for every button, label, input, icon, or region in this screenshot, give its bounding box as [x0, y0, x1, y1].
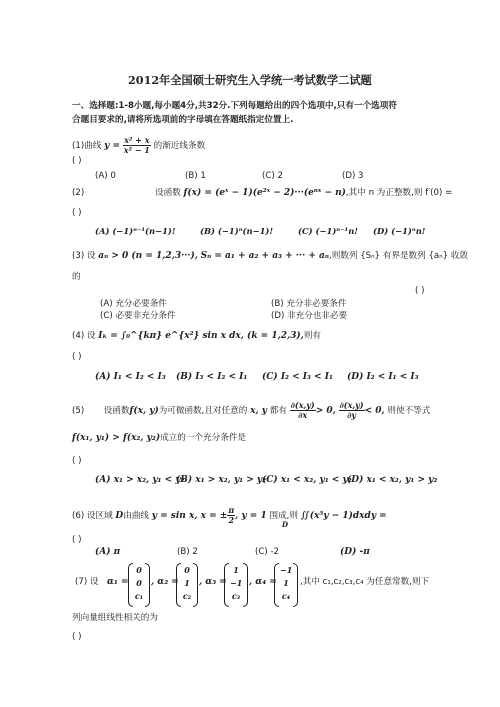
q2-suffix: ,其中 n 为正整数,则 f′(0) = — [345, 188, 453, 198]
q6-fraction-num: π — [228, 505, 235, 515]
q7-a2-row2: 1 — [184, 578, 190, 588]
q1-option-b: (B) 1 — [185, 171, 206, 181]
section-heading: 一、选择题:1-8小题,每小题4分,共32分.下列每题给出的四个选项中,只有一个选项符 — [72, 101, 397, 111]
left-bracket-icon — [176, 563, 181, 607]
q5-option-d — [347, 475, 437, 486]
q2-option-d: (D) (−1)ⁿn! — [373, 226, 426, 236]
q5-option-d-text: (D) x₁ < x₂, y₁ > y₂ — [347, 475, 438, 485]
q4-option-c — [262, 372, 333, 383]
q5-suffix: 则使不等式 — [387, 406, 431, 416]
q5-option-b — [176, 475, 266, 486]
q6-option-a — [95, 547, 120, 558]
q2-option-a: (A) (−1)ⁿ⁻¹(n−1)! — [95, 226, 176, 236]
q7-vector-alpha3 — [224, 563, 248, 605]
q4-option-d-text: (D) I₂ < I₁ < I₃ — [347, 372, 419, 382]
q1-prefix: (1)曲线 — [72, 141, 102, 151]
q5-line2-suffix: 成立的一个充分条件是 — [160, 433, 247, 443]
q5-lt: < 0, — [364, 406, 385, 416]
q7-a3-row3: c₃ — [231, 591, 241, 601]
q2-prefix: 设函数 — [155, 188, 181, 198]
q6-region: D — [115, 511, 124, 521]
q7-answer-blank: ( ) — [72, 632, 82, 642]
q7-a3-row2: −1 — [230, 578, 243, 588]
q5-partial-x — [290, 401, 316, 420]
q5-number: (5) — [72, 406, 85, 416]
q3-expr2: Sₙ = a₁ + a₂ + a₃ + ··· + aₙ — [200, 251, 329, 261]
q7-a4-row1: −1 — [280, 565, 293, 575]
q5-line2-expr: f(x₁, y₁) > f(x₂, y₂) — [72, 433, 161, 443]
left-bracket-icon — [224, 563, 229, 607]
q3-option-c: (C) 必要非充分条件 — [100, 311, 176, 321]
q6-mid2: 围成,则 — [269, 511, 298, 521]
q3-answer-blank: ( ) — [415, 286, 425, 296]
right-bracket-icon — [193, 563, 198, 607]
q5-line2 — [72, 433, 246, 444]
q4-prefix: (4) 设 — [72, 331, 96, 341]
q6-fraction-den: 2 — [228, 515, 235, 525]
q5-vars: x, y — [250, 406, 267, 416]
q3-expr1: aₙ > 0 (n = 1,2,3···), — [98, 251, 198, 261]
q4-option-b-text: (B) I₃ < I₂ < I₁ — [176, 372, 248, 382]
q3-suffix: ,则数列 {Sₙ} 有界是数列 {aₙ} 收敛 — [328, 251, 469, 261]
q1-fraction — [123, 136, 151, 155]
q1-option-a: (A) 0 — [95, 171, 116, 181]
q3-option-b: (B) 充分非必要条件 — [271, 299, 347, 309]
q4-option-c-text: (C) I₂ < I₃ < I₁ — [262, 372, 333, 382]
q6-integral: ∬(x⁵y − 1)dxdy = — [300, 511, 387, 521]
q6-option-b: (B) 2 — [177, 547, 198, 557]
q5-stem — [72, 401, 430, 420]
left-bracket-icon — [274, 563, 279, 607]
q6-option-d — [340, 547, 370, 558]
right-bracket-icon — [145, 563, 150, 607]
q5-partial-y — [339, 401, 365, 420]
q7-alpha3-label: , α₃ = — [199, 577, 227, 587]
q7-a2-row3: c₂ — [182, 591, 192, 601]
q7-a4-row2: 1 — [283, 578, 289, 588]
q6-option-a-text: (A) π — [95, 547, 121, 557]
q1-fraction-num: x² + x — [124, 135, 150, 145]
q7-alpha1-label: α₁ = — [107, 577, 129, 587]
q5-expr: f(x, y) — [129, 406, 159, 416]
page-title: 2012年全国硕士研究生入学统一考试数学二试题 — [128, 73, 372, 87]
right-bracket-icon — [243, 563, 248, 607]
q4-option-a — [95, 372, 166, 383]
q4-expr: Iₖ = ∫₀^{kπ} e^{x²} sin x dx, (k = 1,2,3), — [98, 331, 304, 341]
q1-suffix: 的渐近线条数 — [153, 141, 206, 151]
q5-option-c — [262, 475, 352, 486]
q4-answer-blank: ( ) — [72, 352, 82, 362]
q6-option-d-text: (D) -π — [340, 547, 370, 557]
q1-expr: y = — [104, 141, 121, 151]
q7-a3-row1: 1 — [233, 565, 239, 575]
q2-option-b: (B) (−1)ⁿ(n−1)! — [200, 226, 274, 236]
right-bracket-icon — [293, 563, 298, 607]
q5-gt: > 0, — [315, 406, 336, 416]
q4-option-d — [347, 372, 419, 383]
q7-a1-row2: 0 — [136, 578, 142, 588]
q5-mid: 为可微函数,且对任意的 — [158, 406, 248, 416]
left-bracket-icon — [128, 563, 133, 607]
q2-number: (2) — [72, 188, 85, 198]
q1-option-c: (C) 2 — [262, 171, 283, 181]
q3-number: (3) — [72, 251, 85, 261]
q5-partial-x-num: ∂(x,y) — [290, 400, 315, 410]
section-heading-line2: 合题目要求的,请将所选项前的字母填在答题纸指定位置上. — [72, 115, 294, 125]
q7-prefix: (7) 设 — [75, 577, 99, 587]
q1-answer-blank: ( ) — [72, 156, 82, 166]
q7-a4-row3: c₄ — [281, 591, 291, 601]
q2-answer-blank: ( ) — [72, 208, 82, 218]
q5-partial-x-den: ∂x — [298, 410, 308, 420]
q6-answer-blank: ( ) — [72, 535, 82, 545]
q7-a1-row3: c₁ — [134, 591, 144, 601]
q5-partial-y-den: ∂y — [347, 410, 356, 420]
q5-option-a-text: (A) x₁ > x₂, y₁ < y₂ — [95, 475, 185, 485]
q2-expr: f(x) = (eˣ − 1)(e²ˣ − 2)···(eⁿˣ − n) — [183, 188, 346, 198]
q4-option-a-text: (A) I₁ < I₂ < I₃ — [95, 372, 166, 382]
q4-option-b — [176, 372, 247, 383]
q7-a1-row1: 0 — [136, 565, 142, 575]
q5-option-a — [95, 475, 184, 486]
q7-suffix: ,其中 c₁,c₂,c₃,c₄ 为任意常数,则下 — [300, 577, 430, 587]
q6-fraction — [227, 506, 235, 525]
q6-expr2: , y = 1 — [235, 511, 267, 521]
q3-stem — [72, 251, 468, 262]
q6-integral-subscript: D — [282, 520, 289, 529]
q3-option-a: (A) 充分必要条件 — [100, 299, 167, 309]
q1-stem — [72, 136, 205, 155]
q7-a2-row1: 0 — [184, 565, 190, 575]
q6-expr: y = sin x, x = ± — [151, 511, 228, 521]
q7-alpha2-label: , α₂ = — [151, 577, 179, 587]
q2-stem — [155, 188, 452, 199]
q6-stem — [72, 506, 387, 525]
q3-option-d: (D) 非充分也非必要 — [271, 311, 348, 321]
q7-line2: 列向量组线性相关的为 — [72, 613, 158, 623]
q5-answer-blank: ( ) — [72, 456, 82, 466]
q4-stem — [72, 331, 321, 342]
q1-fraction-den: x² − 1 — [123, 145, 150, 155]
q5-prefix: 设函数 — [103, 406, 130, 416]
q7-vector-alpha4 — [274, 563, 298, 605]
q7-vector-alpha1 — [128, 563, 150, 605]
q2-option-c: (C) (−1)ⁿ⁻¹n! — [298, 226, 358, 236]
q4-suffix: 则有 — [303, 331, 322, 341]
q5-option-b-text: (B) x₁ > x₂, y₁ > y₂ — [176, 475, 267, 485]
q6-mid: 由曲线 — [123, 511, 150, 521]
q5-mid2: 都有 — [269, 406, 287, 416]
q7-alpha4-label: , α₄ = — [249, 577, 277, 587]
q5-option-c-text: (C) x₁ < x₂, y₁ < y₂ — [262, 475, 352, 485]
q1-option-d: (D) 3 — [342, 171, 364, 181]
q7-vector-alpha2 — [176, 563, 198, 605]
q6-prefix: (6) 设区域 — [72, 511, 113, 521]
q6-option-c: (C) -2 — [255, 547, 280, 557]
q5-partial-y-num: ∂(x,y) — [339, 400, 364, 410]
q3-prefix: 设 — [86, 251, 96, 261]
q3-line2: 的 — [72, 272, 81, 282]
